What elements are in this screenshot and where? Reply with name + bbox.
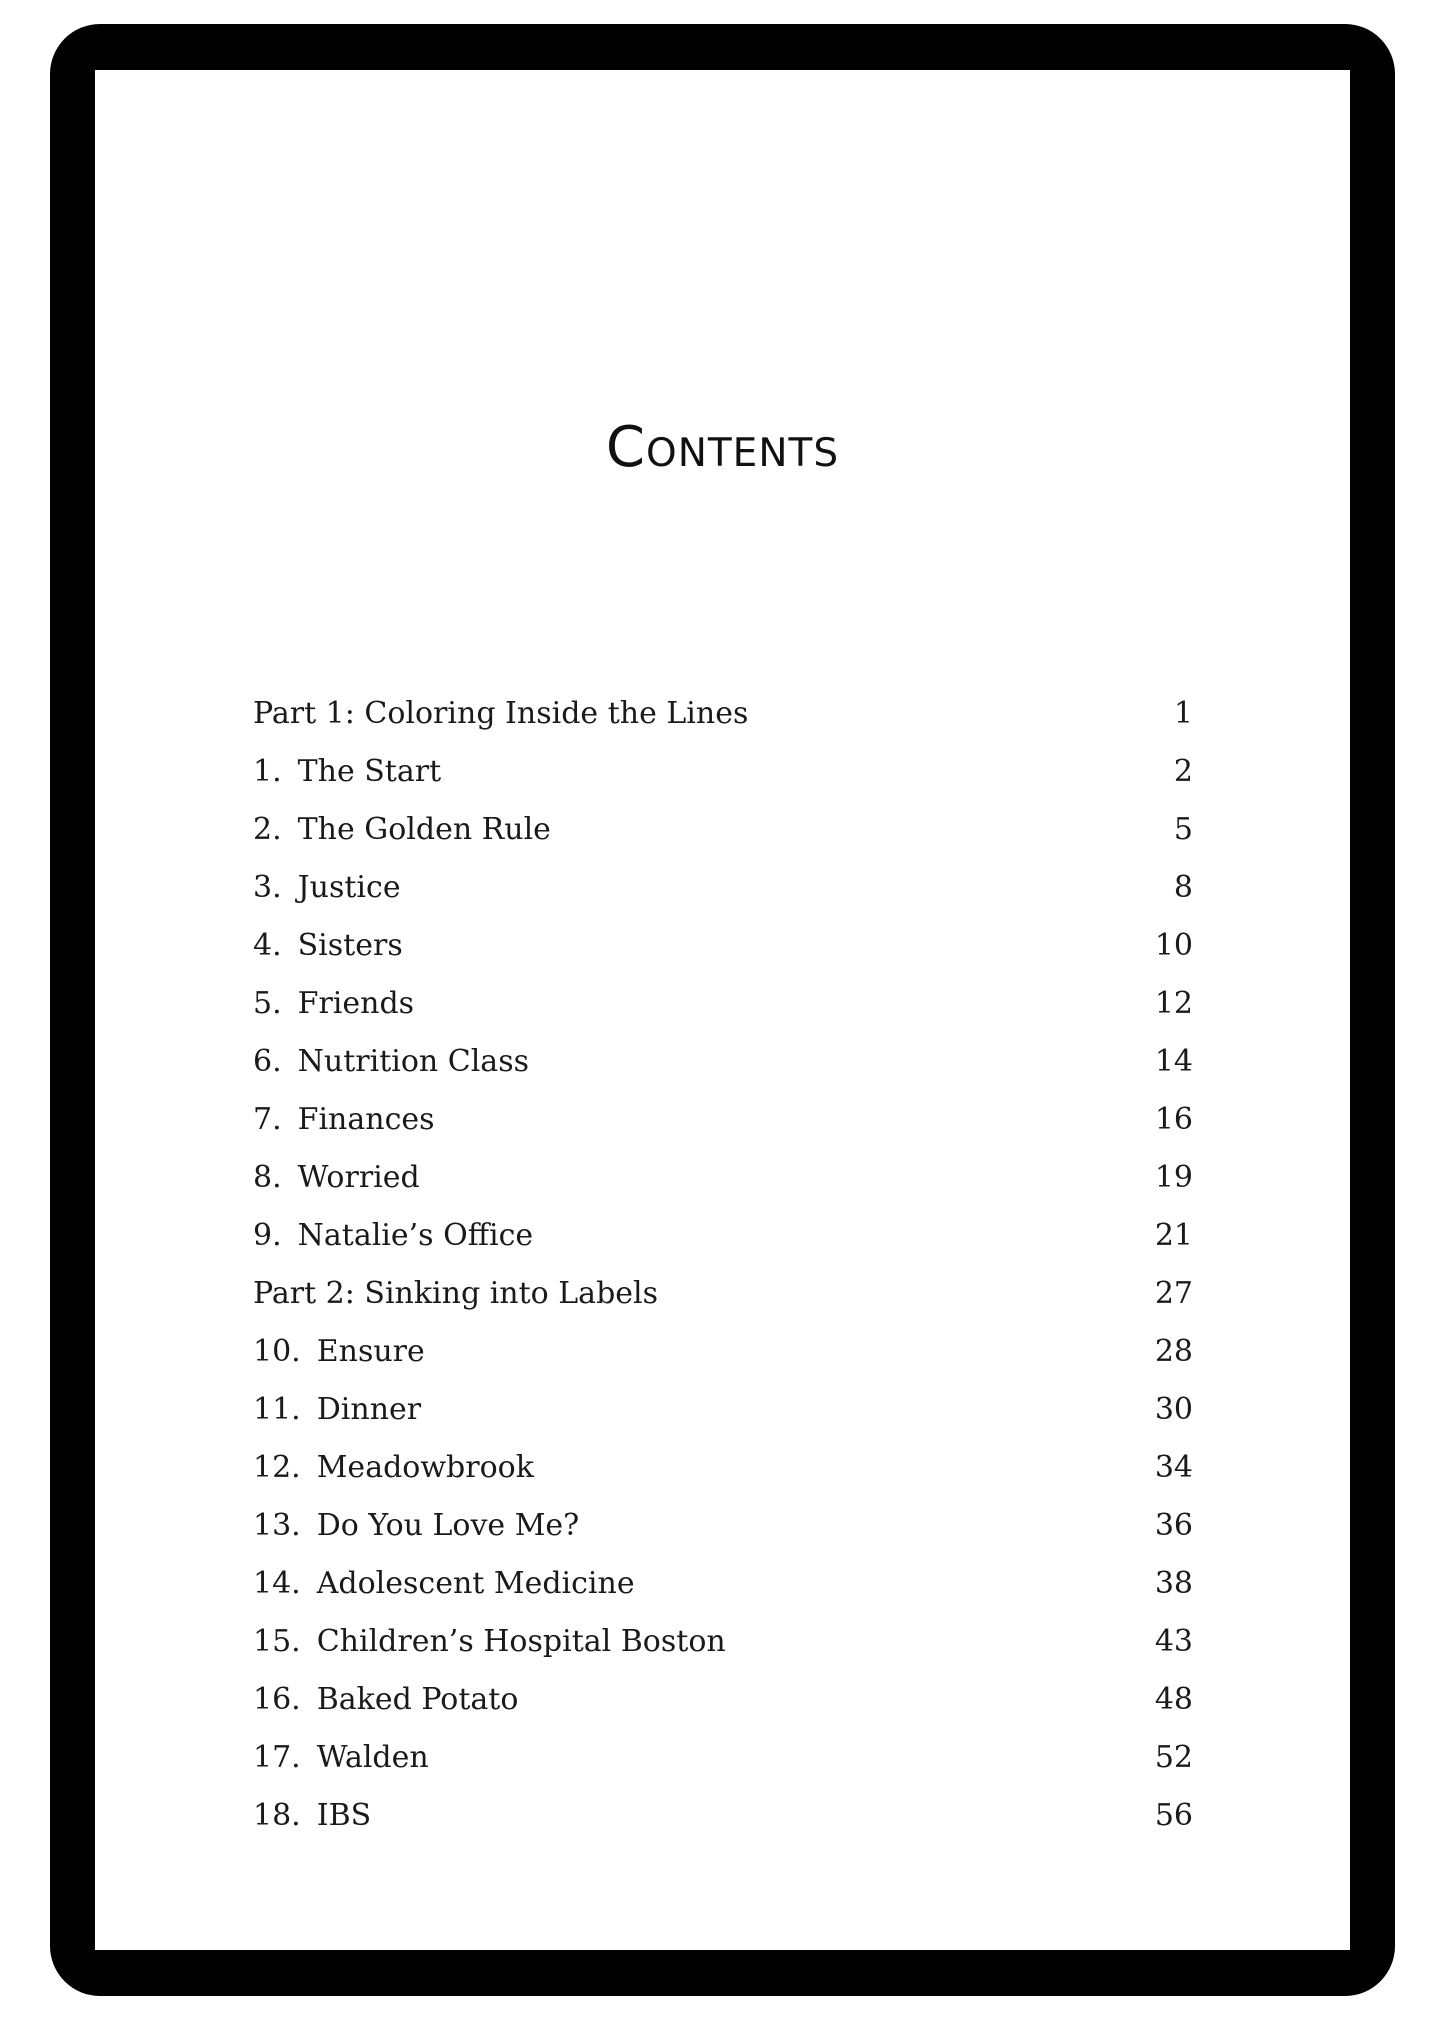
toc-entry-heading xyxy=(253,1149,420,1207)
toc-entry xyxy=(253,1671,1193,1729)
toc-entry xyxy=(253,1265,1193,1323)
toc-entry xyxy=(253,1439,1193,1497)
toc-entry-heading xyxy=(253,685,748,743)
toc-entry-page-number: 34 xyxy=(1154,1450,1193,1485)
toc-entry-heading xyxy=(253,1729,429,1787)
toc-entry-title: Sisters xyxy=(297,928,403,963)
toc-entry-heading xyxy=(253,859,401,917)
toc-entry-title: Baked Potato xyxy=(316,1682,519,1717)
toc-entry-heading xyxy=(253,801,551,859)
toc-entry-page-number: 52 xyxy=(1154,1740,1193,1775)
toc-entry-title: Adolescent Medicine xyxy=(316,1566,635,1601)
toc-entry-page-number: 5 xyxy=(1173,812,1193,847)
toc-entry xyxy=(253,1149,1193,1207)
toc-entry-title: The Start xyxy=(297,754,442,789)
toc-entry-heading xyxy=(253,1207,533,1265)
toc-entry-page-number: 2 xyxy=(1173,754,1193,789)
toc-entry-page-number: 30 xyxy=(1154,1392,1193,1427)
toc-entry-title: Part 1: Coloring Inside the Lines xyxy=(253,696,749,731)
toc-entry-page-number: 21 xyxy=(1154,1218,1193,1253)
toc-entry-page-number: 27 xyxy=(1154,1276,1193,1311)
toc-entry-number: 2. xyxy=(253,812,282,847)
toc-entry-heading xyxy=(253,1323,425,1381)
toc-entry-page-number: 43 xyxy=(1154,1624,1193,1659)
toc-entry-heading xyxy=(253,917,403,975)
toc-entry-number: 12. xyxy=(253,1450,301,1485)
toc-entry-number: 10. xyxy=(253,1334,301,1369)
toc-entry-page-number: 8 xyxy=(1173,870,1193,905)
toc-entry-title: Nutrition Class xyxy=(297,1044,529,1079)
toc-entry-page-number: 12 xyxy=(1154,986,1193,1021)
toc-entry-number: 17. xyxy=(253,1740,301,1775)
toc-entry-heading xyxy=(253,1091,435,1149)
toc-entry-title: Friends xyxy=(297,986,415,1021)
toc-entry xyxy=(253,917,1193,975)
toc-entry-heading xyxy=(253,1439,534,1497)
table-of-contents xyxy=(253,685,1193,1845)
toc-entry-number: 18. xyxy=(253,1798,301,1833)
toc-entry-title: Justice xyxy=(297,870,401,905)
toc-entry-number: 15. xyxy=(253,1624,301,1659)
toc-entry-number: 6. xyxy=(253,1044,282,1079)
toc-entry-page-number: 10 xyxy=(1154,928,1193,963)
toc-entry-number: 4. xyxy=(253,928,282,963)
toc-entry-page-number: 28 xyxy=(1154,1334,1193,1369)
toc-entry-heading xyxy=(253,1613,726,1671)
toc-entry-title: Meadowbrook xyxy=(316,1450,534,1485)
toc-entry xyxy=(253,1033,1193,1091)
toc-entry-number: 11. xyxy=(253,1392,301,1427)
toc-entry xyxy=(253,975,1193,1033)
toc-entry xyxy=(253,1729,1193,1787)
toc-entry-page-number: 16 xyxy=(1154,1102,1193,1137)
toc-entry-page-number: 1 xyxy=(1173,696,1193,731)
toc-entry xyxy=(253,1091,1193,1149)
toc-entry xyxy=(253,685,1193,743)
toc-entry-number: 9. xyxy=(253,1218,282,1253)
toc-entry-number: 5. xyxy=(253,986,282,1021)
toc-entry xyxy=(253,859,1193,917)
toc-entry-page-number: 56 xyxy=(1154,1798,1193,1833)
toc-entry-title: Part 2: Sinking into Labels xyxy=(253,1276,659,1311)
toc-entry xyxy=(253,1207,1193,1265)
toc-entry-heading xyxy=(253,1265,658,1323)
toc-entry-title: Children’s Hospital Boston xyxy=(316,1624,726,1659)
toc-entry-title: Walden xyxy=(316,1740,429,1775)
toc-entry xyxy=(253,801,1193,859)
toc-entry xyxy=(253,1381,1193,1439)
toc-entry xyxy=(253,1497,1193,1555)
toc-entry xyxy=(253,1323,1193,1381)
toc-entry-title: Ensure xyxy=(316,1334,425,1369)
toc-entry xyxy=(253,1787,1193,1845)
toc-entry xyxy=(253,1555,1193,1613)
contents-title: Contents xyxy=(605,415,840,480)
toc-entry-heading xyxy=(253,1671,518,1729)
toc-entry-heading xyxy=(253,1555,635,1613)
toc-entry-heading xyxy=(253,1381,421,1439)
toc-entry-page-number: 19 xyxy=(1154,1160,1193,1195)
toc-entry-heading xyxy=(253,1033,529,1091)
toc-entry xyxy=(253,1613,1193,1671)
toc-entry-number: 14. xyxy=(253,1566,301,1601)
toc-entry-number: 13. xyxy=(253,1508,301,1543)
toc-entry-title: IBS xyxy=(316,1798,372,1833)
toc-entry-heading xyxy=(253,975,414,1033)
toc-entry-title: The Golden Rule xyxy=(297,812,551,847)
toc-entry-number: 7. xyxy=(253,1102,282,1137)
toc-entry-page-number: 36 xyxy=(1154,1508,1193,1543)
toc-entry-page-number: 48 xyxy=(1154,1682,1193,1717)
toc-entry-heading xyxy=(253,1787,371,1845)
toc-entry-heading xyxy=(253,743,441,801)
toc-entry-title: Finances xyxy=(297,1102,435,1137)
toc-entry-title: Worried xyxy=(297,1160,420,1195)
toc-entry-title: Do You Love Me? xyxy=(316,1508,580,1543)
toc-entry xyxy=(253,743,1193,801)
toc-entry-title: Dinner xyxy=(316,1392,422,1427)
toc-entry-number: 3. xyxy=(253,870,282,905)
document-page xyxy=(95,70,1350,1950)
toc-entry-page-number: 38 xyxy=(1154,1566,1193,1601)
toc-entry-number: 8. xyxy=(253,1160,282,1195)
toc-entry-title: Natalie’s Office xyxy=(297,1218,534,1253)
toc-entry-number: 1. xyxy=(253,754,282,789)
toc-entry-heading xyxy=(253,1497,579,1555)
toc-entry-page-number: 14 xyxy=(1154,1044,1193,1079)
toc-entry-number: 16. xyxy=(253,1682,301,1717)
